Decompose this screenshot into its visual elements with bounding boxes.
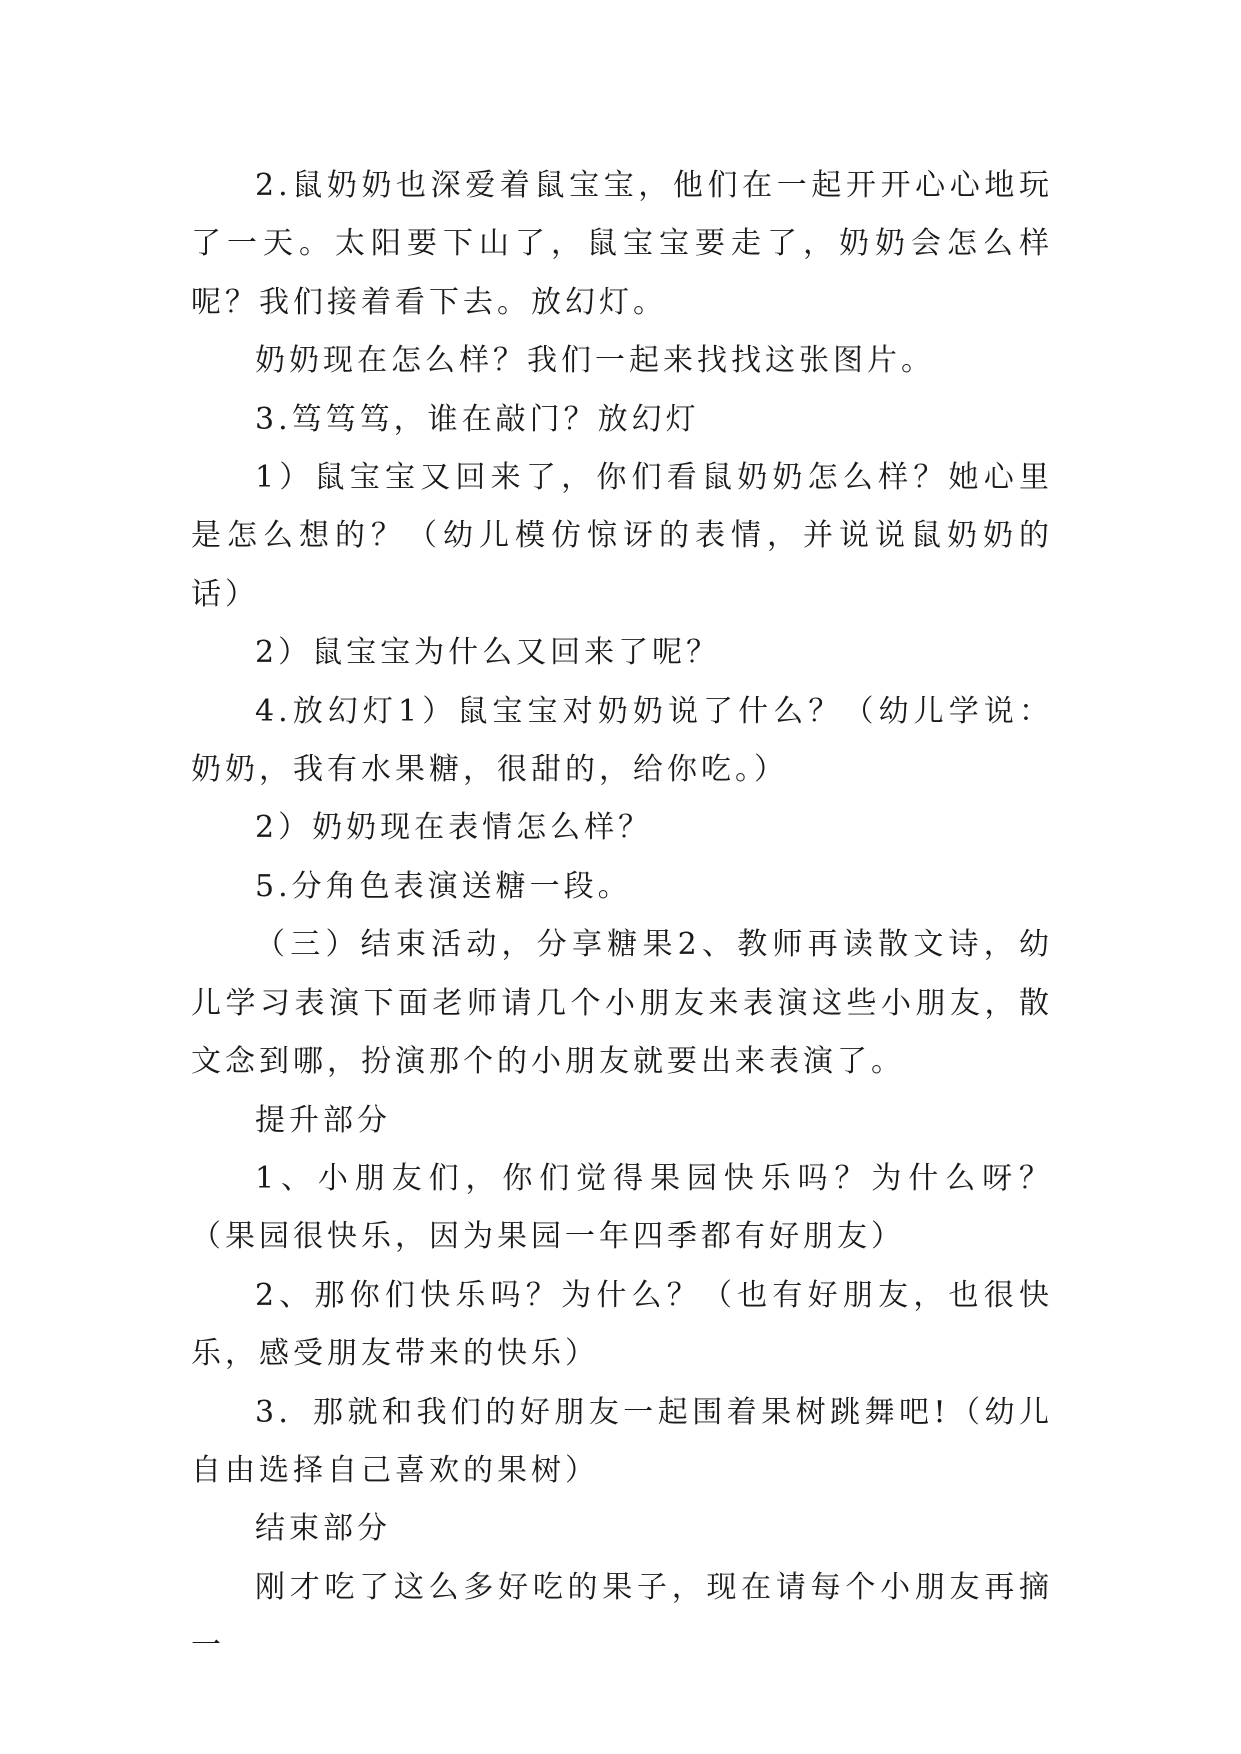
paragraph-5: 2）鼠宝宝为什么又回来了呢？	[255, 635, 721, 671]
section-heading-improvement: 提升部分	[255, 1102, 391, 1138]
paragraph-6: 4.放幻灯1）鼠宝宝对奶奶说了什么？（幼儿学说：奶奶，我有水果糖，很甜的，给你吃。）	[191, 693, 1053, 788]
paragraph-1: 2.鼠奶奶也深爱着鼠宝宝，他们在一起开开心心地玩了一天。太阳要下山了，鼠宝宝要走了，奶奶会怎么样呢？我们接着看下去。放幻灯。	[191, 168, 1053, 320]
paragraph-8: 5.分角色表演送糖一段。	[255, 868, 632, 904]
paragraph-7: 2）奶奶现在表情怎么样？	[255, 810, 653, 846]
paragraph-13: 3．那就和我们的好朋友一起围着果树跳舞吧!（幼儿自由选择自己喜欢的果树）	[191, 1394, 1053, 1488]
paragraph-15: 刚才吃了这么多好吃的果子，现在请每个小朋友再摘一	[191, 1569, 1053, 1664]
paragraph-12: 2、那你们快乐吗？为什么？（也有好朋友，也很快乐，感受朋友带来的快乐）	[191, 1277, 1053, 1372]
paragraph-2: 奶奶现在怎么样？我们一起来找找这张图片。	[255, 343, 935, 379]
paragraph-9: （三）结束活动，分享糖果2、教师再读散文诗，幼儿学习表演下面老师请几个小朋友来表演这些小朋友，散文念到哪，扮演那个的小朋友就要出来表演了。	[191, 927, 1053, 1080]
paragraph-4: 1）鼠宝宝又回来了，你们看鼠奶奶怎么样？她心里是怎么想的？（幼儿模仿惊讶的表情，并说说鼠奶奶的话）	[191, 460, 1053, 612]
paragraph-11: 1、小朋友们，你们觉得果园快乐吗？为什么呀？（果园很快乐，因为果园一年四季都有好朋友）	[191, 1160, 1053, 1255]
body-text	[191, 157, 1053, 1676]
section-heading-ending: 结束部分	[255, 1511, 391, 1547]
paragraph-3: 3.笃笃笃，谁在敲门？放幻灯	[255, 401, 700, 437]
